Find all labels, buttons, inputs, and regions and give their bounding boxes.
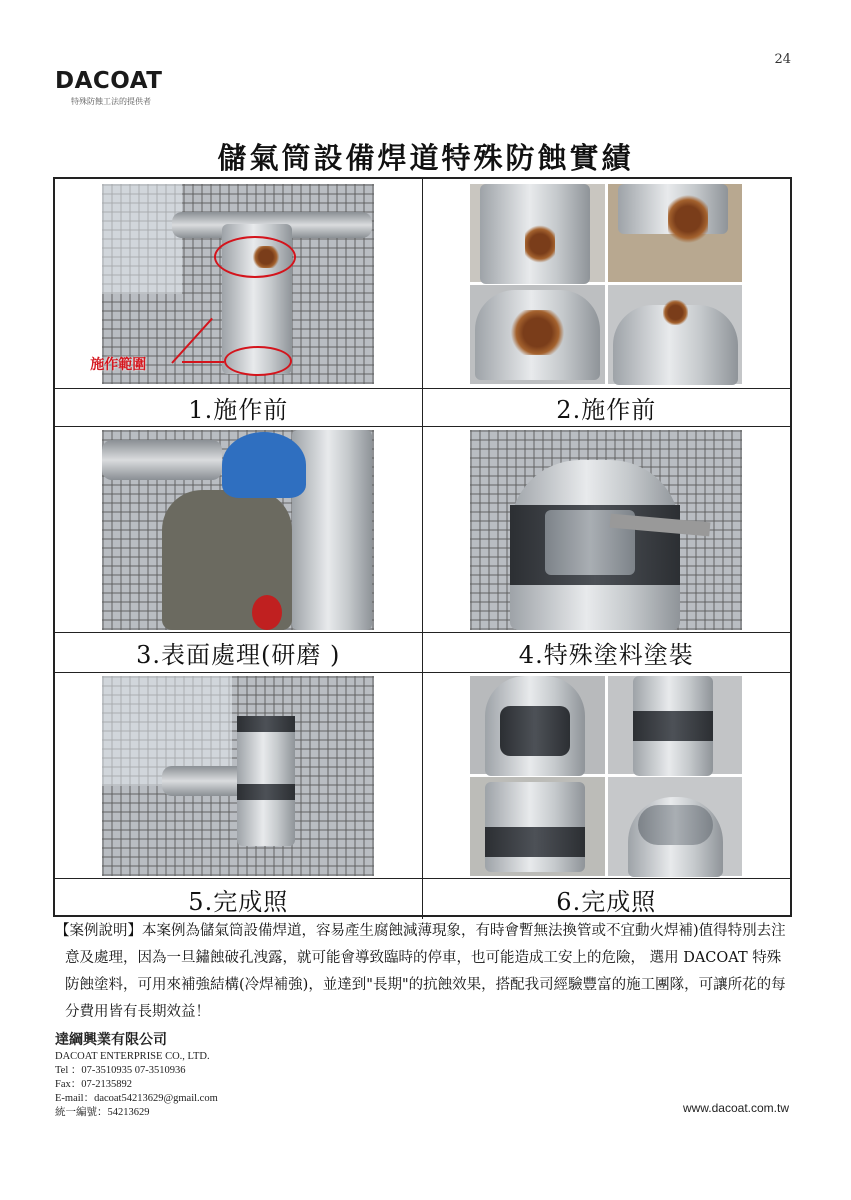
photo-cell-3 xyxy=(55,427,423,633)
plastic-cover xyxy=(102,184,182,294)
caption-3: 3.表面處理(研磨 ) xyxy=(55,633,423,673)
photo-grid xyxy=(53,177,792,917)
company-website: www.dacoat.com.tw xyxy=(682,1101,789,1115)
logo-wordmark: DACOAT xyxy=(55,68,163,94)
photo-before-2b xyxy=(608,184,743,283)
photo-before-2c xyxy=(470,285,605,384)
case-description xyxy=(55,918,795,1026)
caption-1: 1.施作前 xyxy=(55,389,423,427)
photo-cell-2 xyxy=(423,179,791,389)
page-number: 24 xyxy=(774,52,791,67)
caption-4: 4.特殊塗料塗裝 xyxy=(423,633,791,673)
photo-cell-1 xyxy=(55,179,423,389)
caption-6: 6.完成照 xyxy=(556,887,657,916)
worker-helmet xyxy=(222,432,306,498)
company-tax-id: 統一編號：54213629 xyxy=(55,1107,150,1118)
company-name-cn: 達綱興業有限公司 xyxy=(55,1032,167,1048)
highlight-ellipse-bottom xyxy=(224,346,292,376)
photo-cell-4 xyxy=(423,427,791,633)
scope-label: 施作範圍 xyxy=(90,356,147,373)
arrow-line-bottom xyxy=(182,361,224,363)
arrow-line-top xyxy=(172,317,214,363)
logo-tagline: 特殊防蝕工法的提供者 xyxy=(71,97,151,106)
company-info xyxy=(55,1030,218,1120)
photo-surface-treatment xyxy=(102,430,374,630)
photo-cell-6 xyxy=(423,673,791,879)
photo-finished-6c xyxy=(470,777,605,876)
photo-cell-5 xyxy=(55,673,423,879)
photo-before-2d xyxy=(608,285,743,384)
company-fax: Fax：07-2135892 xyxy=(55,1079,132,1090)
photo-finished-6d xyxy=(608,777,743,876)
highlight-ellipse-top xyxy=(214,236,296,278)
page-title: 儲氣筒設備焊道特殊防蝕實績 xyxy=(217,141,634,175)
photo-finished-6b xyxy=(608,676,743,775)
case-description-text: 【案例說明】本案例為儲氣筒設備焊道，容易產生腐蝕減薄現象，有時會暫無法換管或不宜動火焊補)值得特別去注意及處理，因為一旦鏽蝕破孔洩露，就可能會導致臨時的停車，也可能造成工安上的危險， 選用 DACOAT 特殊防蝕塗料，可用來補強結構(冷焊補強)，並達到"長期"的抗蝕效果，搭配我司經驗豐富的施工團隊，可讓所花的每分費用皆有長期效益！ xyxy=(55,923,786,1020)
company-tel: Tel ：07-3510935 07-3510936 xyxy=(55,1065,186,1076)
photo-finished-6a xyxy=(470,676,605,775)
photo-finished-5 xyxy=(102,676,374,876)
photo-before-2 xyxy=(470,184,742,384)
photo-coating xyxy=(470,430,742,630)
caption-5: 5.完成照 xyxy=(55,879,423,919)
photo-before-1 xyxy=(90,184,374,384)
company-logo xyxy=(55,68,162,107)
company-email: E-mail：dacoat54213629@gmail.com xyxy=(55,1093,218,1104)
photo-before-2a xyxy=(470,184,605,283)
caption-2: 2.施作前 xyxy=(423,389,791,427)
photo-finished-6 xyxy=(470,676,742,876)
company-name-en: DACOAT ENTERPRISE CO., LTD. xyxy=(55,1051,210,1062)
